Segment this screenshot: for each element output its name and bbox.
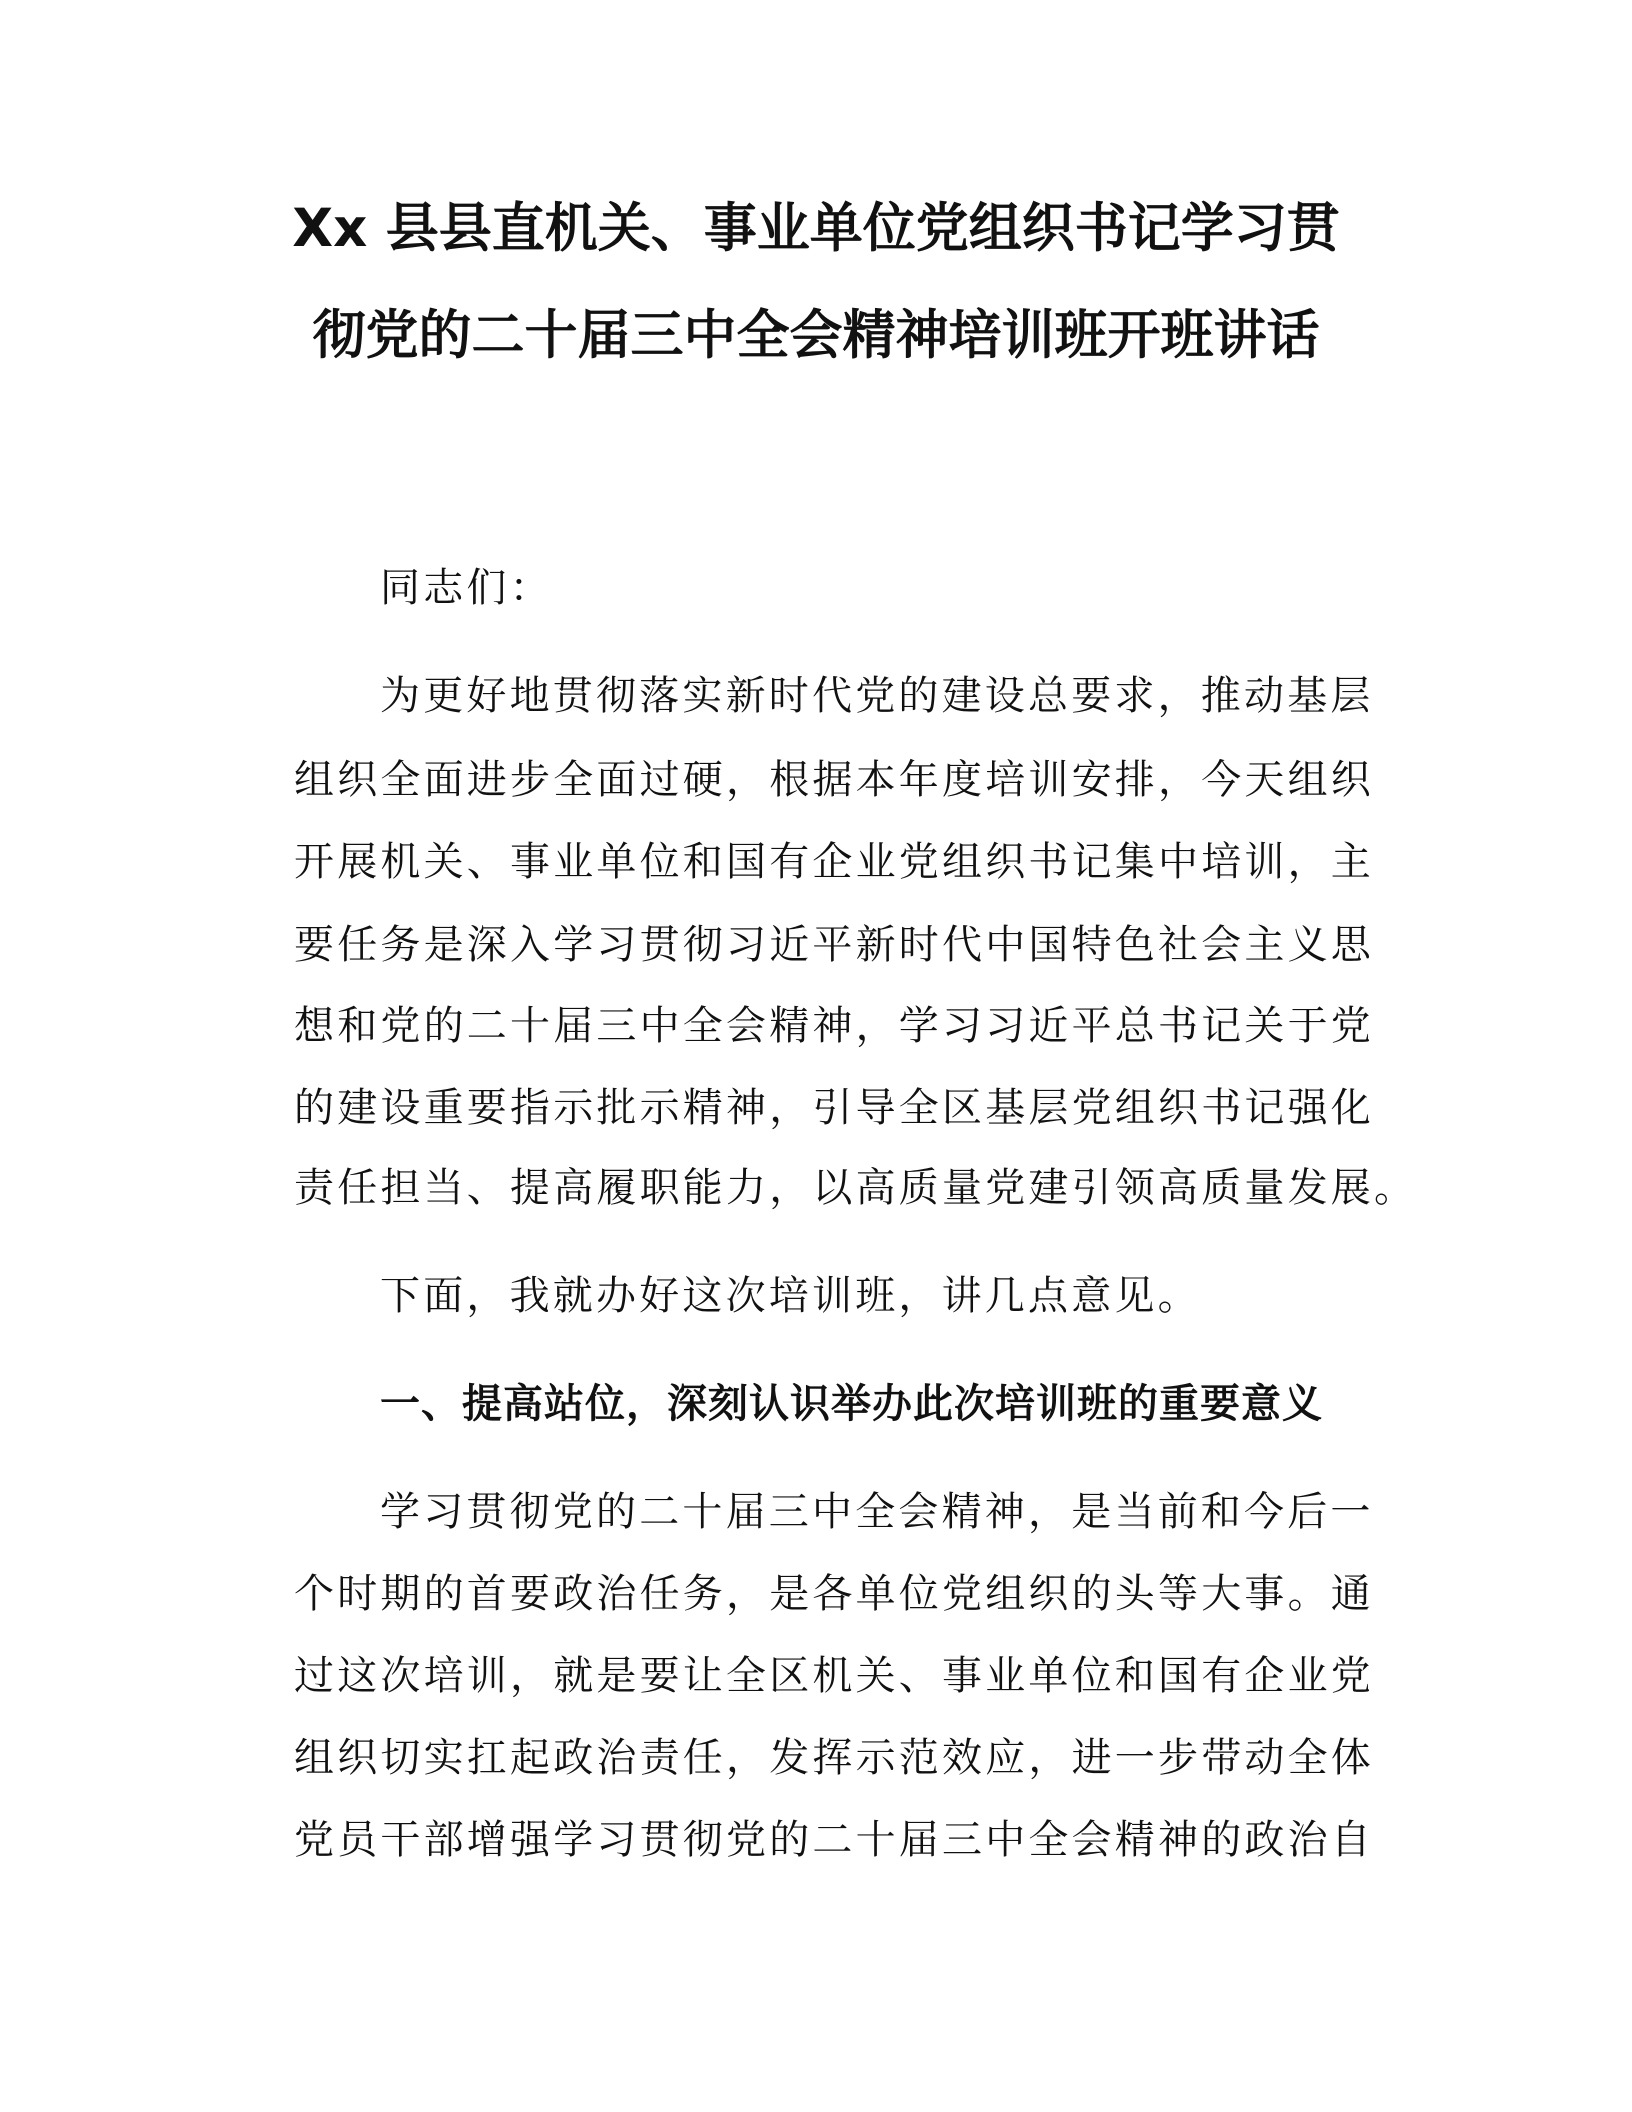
paragraph-1-line: 组织全面进步全面过硬，根据本年度培训安排，今天组织 — [294, 757, 1374, 803]
paragraph-1-line: 的建设重要指示批示精神，引导全区基层党组织书记强化 — [294, 1085, 1374, 1131]
document-title-line-2: 彻党的二十届三中全会精神培训班开班讲话 — [312, 305, 1320, 366]
section-heading-1: 一、提高站位，深刻认识举办此次培训班的重要意义 — [380, 1381, 1323, 1427]
paragraph-2: 下面，我就办好这次培训班，讲几点意见。 — [380, 1273, 1201, 1319]
paragraph-1-line: 开展机关、事业单位和国有企业党组织书记集中培训，主 — [294, 839, 1374, 885]
paragraph-1-line: 为更好地贯彻落实新时代党的建设总要求，推动基层 — [380, 673, 1374, 719]
document-title-line-1: Xx 县县直机关、事业单位党组织书记学习贯 — [292, 198, 1340, 259]
paragraph-3-line: 个时期的首要政治任务，是各单位党组织的头等大事。通 — [294, 1571, 1374, 1617]
paragraph-3-line: 党员干部增强学习贯彻党的二十届三中全会精神的政治自 — [294, 1817, 1374, 1863]
salutation: 同志们： — [380, 565, 553, 611]
paragraph-1-line: 责任担当、提高履职能力，以高质量党建引领高质量发展。 — [294, 1165, 1418, 1211]
paragraph-1-line: 想和党的二十届三中全会精神，学习习近平总书记关于党 — [294, 1003, 1374, 1049]
paragraph-3-line: 过这次培训，就是要让全区机关、事业单位和国有企业党 — [294, 1653, 1374, 1699]
paragraph-3-line: 组织切实扛起政治责任，发挥示范效应，进一步带动全体 — [294, 1735, 1374, 1781]
paragraph-3-line: 学习贯彻党的二十届三中全会精神，是当前和今后一 — [380, 1489, 1374, 1535]
paragraph-1-line: 要任务是深入学习贯彻习近平新时代中国特色社会主义思 — [294, 922, 1374, 968]
